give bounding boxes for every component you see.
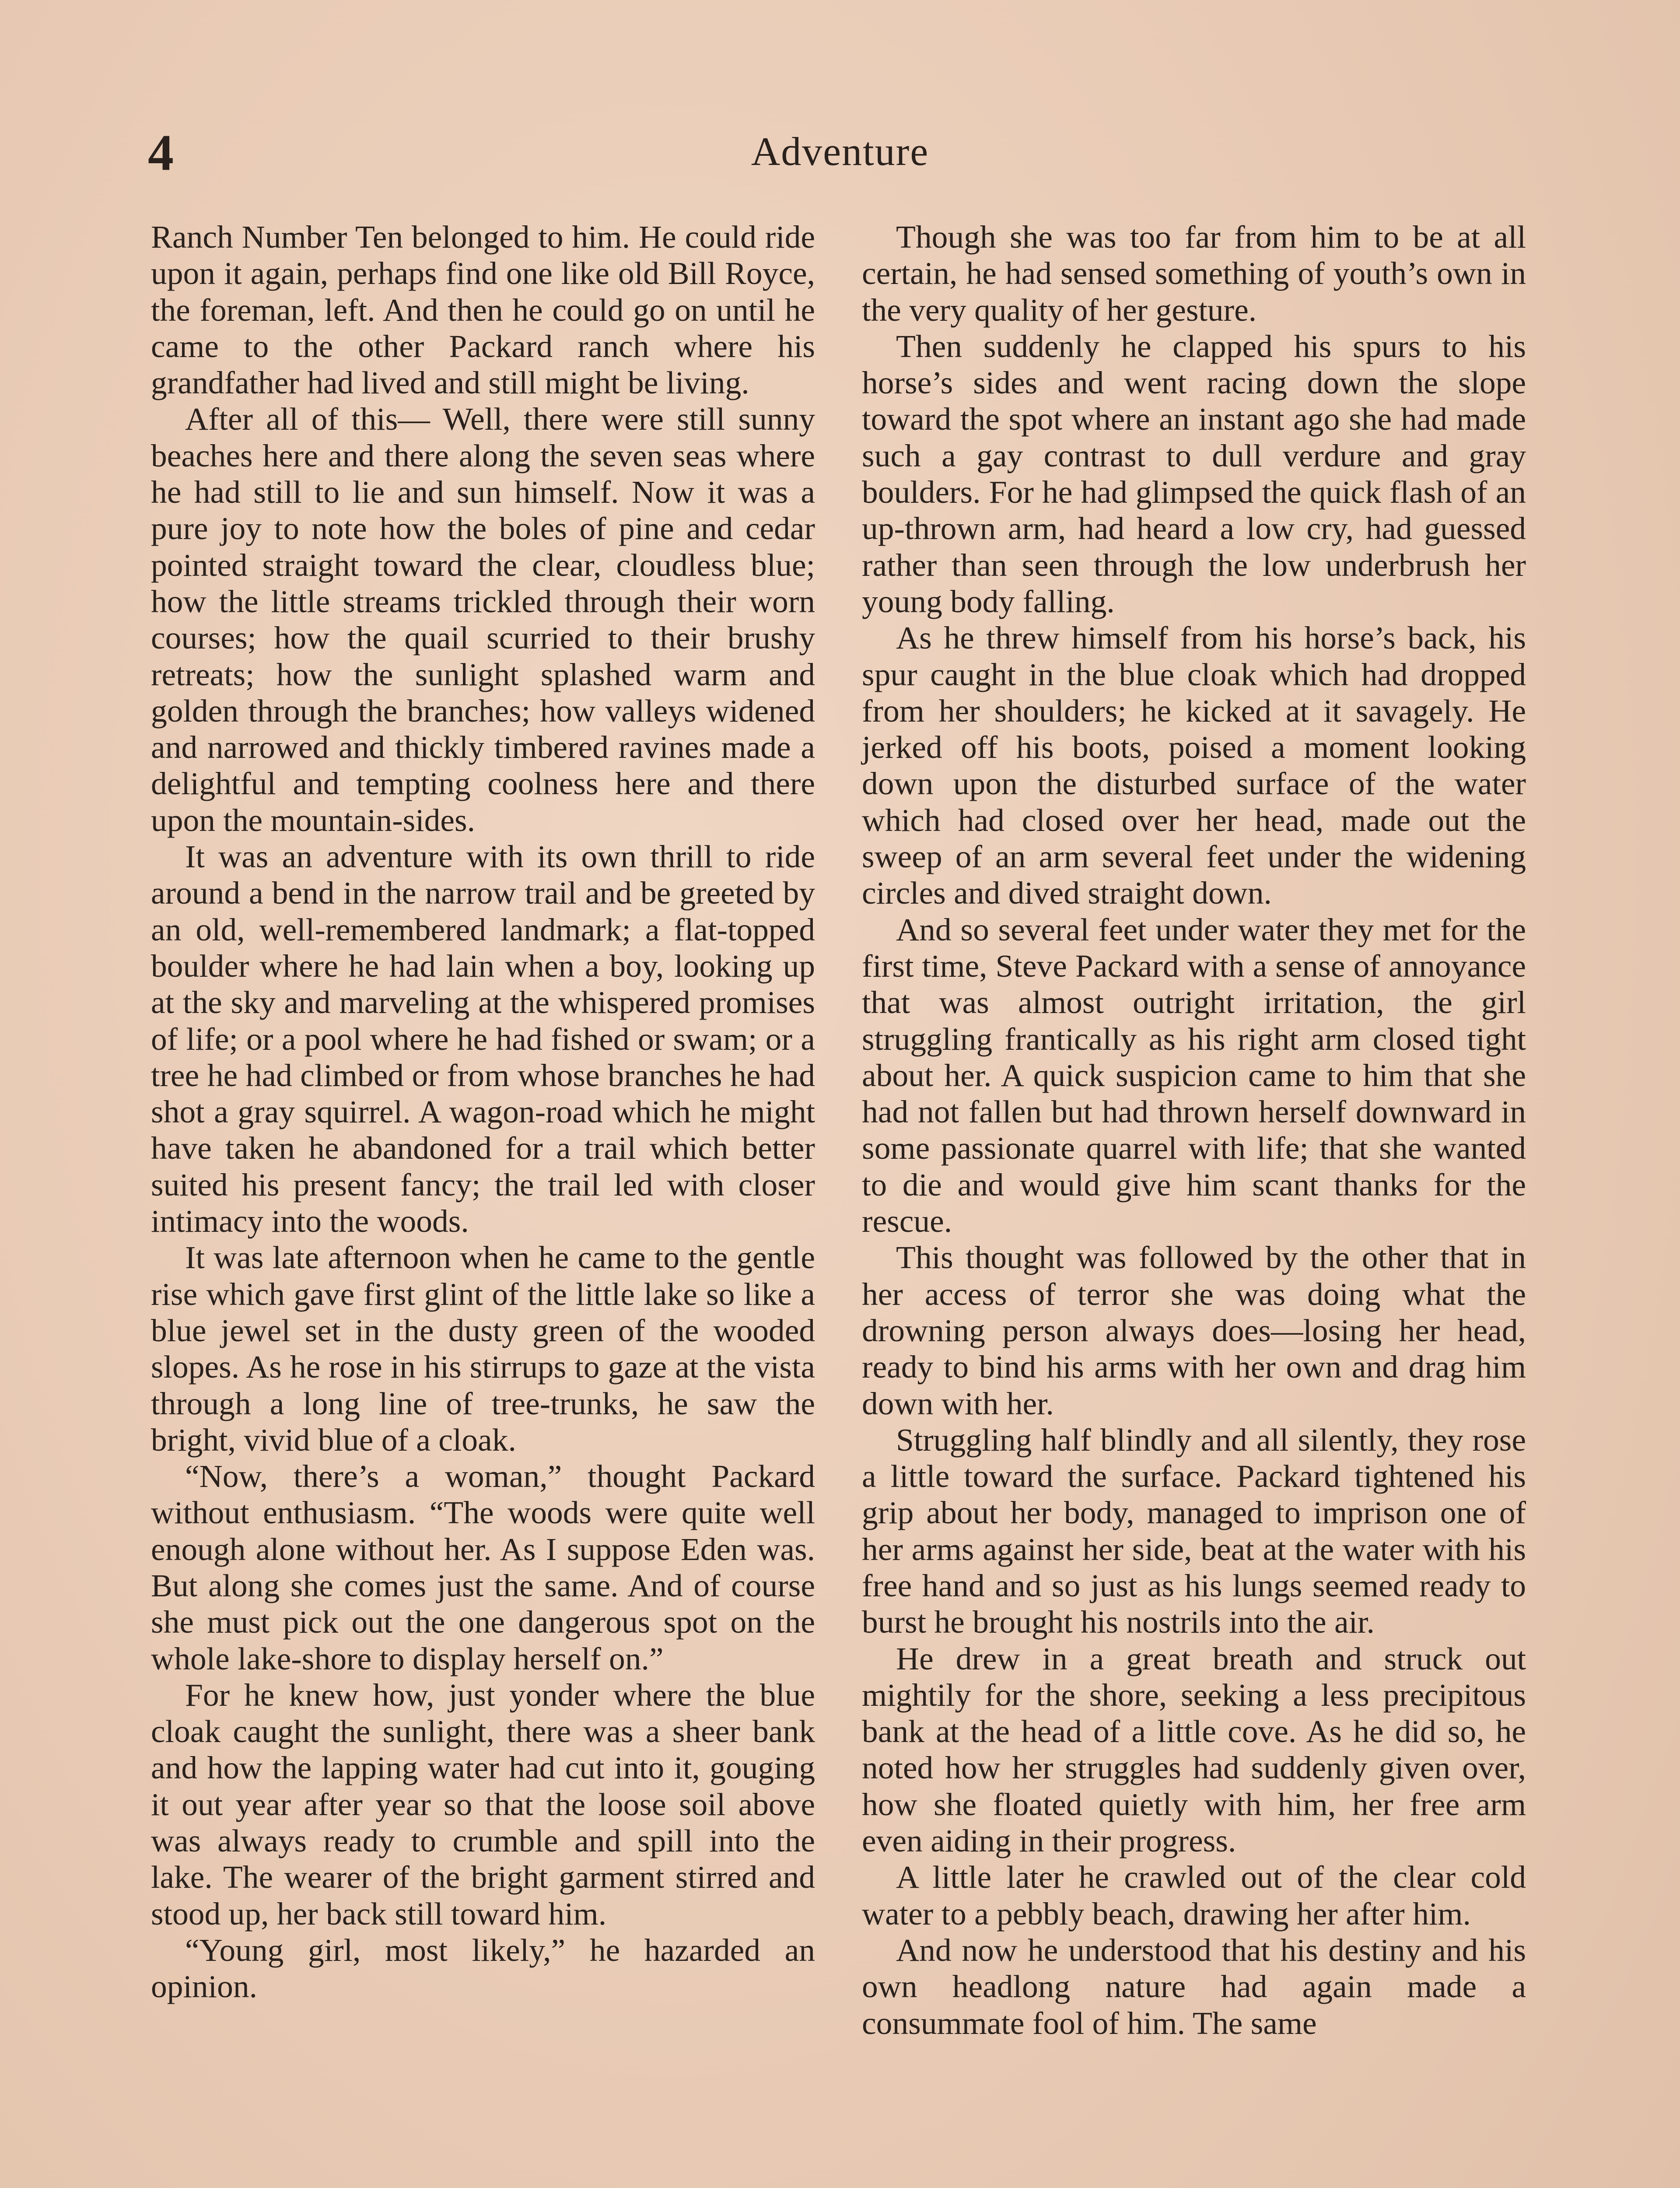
paragraph: For he knew how, just yonder where the blue cloak caught the sunlight, there was a sheer bank and how the lapping water had cut into it, gouging it out year after year so that the loose soil above was always ready to crumble and spill into the lake. The wearer of the bright garment stirred and stood up, her back still toward him. (151, 1677, 815, 1932)
running-head: Adventure (751, 129, 929, 174)
paragraph: “Now, there’s a woman,” thought Packard without enthusiasm. “The woods were quite well enough alone without her. As I suppose Eden was. But along she comes just the same. And of course she must pick out the one dangerous spot on the whole lake-shore to display herself on.” (151, 1459, 815, 1676)
paragraph: This thought was followed by the other that in her access of terror she was doing what the drowning person always does—losing her head, ready to bind his arms with her own and drag him down with her. (862, 1240, 1526, 1421)
paragraph: As he threw himself from his horse’s back, his spur caught in the blue cloak which had dropped from her shoulders; he kicked at it savagely. He jerked off his boots, poised a moment looking down upon the disturbed surface of the water which had closed over her head, made out the sweep of an arm several feet under the widening circles and dived straight down. (862, 620, 1526, 911)
paragraph: Though she was too far from him to be at all certain, he had sensed something of youth’s own in the very quality of her gesture. (862, 219, 1526, 328)
paragraph: Ranch Number Ten belonged to him. He could ride upon it again, perhaps find one like old Bill Royce, the foreman, left. And then he could go on until he came to the other Packard ranch where his grandfather had lived and still might be living. (151, 219, 815, 401)
paragraph: He drew in a great breath and struck out mightily for the shore, seeking a less precipitous bank at the head of a little cove. As he did so, he noted how her struggles had suddenly given over, how she floated quietly with him, her free arm even aiding in their progress. (862, 1641, 1526, 1859)
paragraph: It was late afternoon when he came to the gentle rise which gave first glint of the little lake so like a blue jewel set in the dusty green of the wooded slopes. As he rose in his stirrups to gaze at the vista through a long line of tree-trunks, he saw the bright, vivid blue of a cloak. (151, 1240, 815, 1458)
paragraph: It was an adventure with its own thrill to ride around a bend in the narrow trail and be greeted by an old, well-remembered landmark; a flat-topped boulder where he had lain when a boy, looking up at the sky and marveling at the whispered promises of life; or a pool where he had fished or swam; or a tree he had climbed or from whose branches he had shot a gray squirrel. A wagon-road which he might have taken he abandoned for a trail which better suited his present fancy; the trail led with closer intimacy into the woods. (151, 839, 815, 1239)
paragraph: Then suddenly he clapped his spurs to his horse’s sides and went racing down the slope toward the spot where an instant ago she had made such a gay contrast to dull verdure and gray boulders. For he had glimpsed the quick flash of an up-thrown arm, had heard a low cry, had guessed rather than seen through the low underbrush her young body falling. (862, 328, 1526, 619)
paragraph: After all of this— Well, there were still sunny beaches here and there along the seven seas where he had still to lie and sun himself. Now it was a pure joy to note how the boles of pine and cedar pointed straight toward the clear, cloudless blue; how the little streams trickled through their worn courses; how the quail scurried to their brushy retreats; how the sunlight splashed warm and golden through the branches; how valleys widened and narrowed and thickly timbered ravines made a delightful and tempting coolness here and there upon the mountain-sides. (151, 401, 815, 838)
paragraph: And now he understood that his destiny and his own headlong nature had again made a consummate fool of him. The same (862, 1932, 1526, 2041)
page-number: 4 (148, 124, 174, 181)
paragraph: And so several feet under water they met for the first time, Steve Packard with a sense of annoyance that was almost outright irritation, the girl struggling frantically as his right arm closed tight about her. A quick suspicion came to him that she had not fallen but had thrown herself downward in some passionate quarrel with life; that she wanted to die and would give him scant thanks for the rescue. (862, 912, 1526, 1239)
left-column (151, 219, 815, 2005)
right-column (862, 219, 1526, 2041)
paragraph: “Young girl, most likely,” he hazarded an opinion. (151, 1932, 815, 2005)
paragraph: A little later he crawled out of the clear cold water to a pebbly beach, drawing her after him. (862, 1859, 1526, 1932)
paragraph: Struggling half blindly and all silently, they rose a little toward the surface. Packard tightened his grip about her body, managed to imprison one of her arms against her side, beat at the water with his free hand and so just as his lungs seemed ready to burst he brought his nostrils into the air. (862, 1422, 1526, 1640)
